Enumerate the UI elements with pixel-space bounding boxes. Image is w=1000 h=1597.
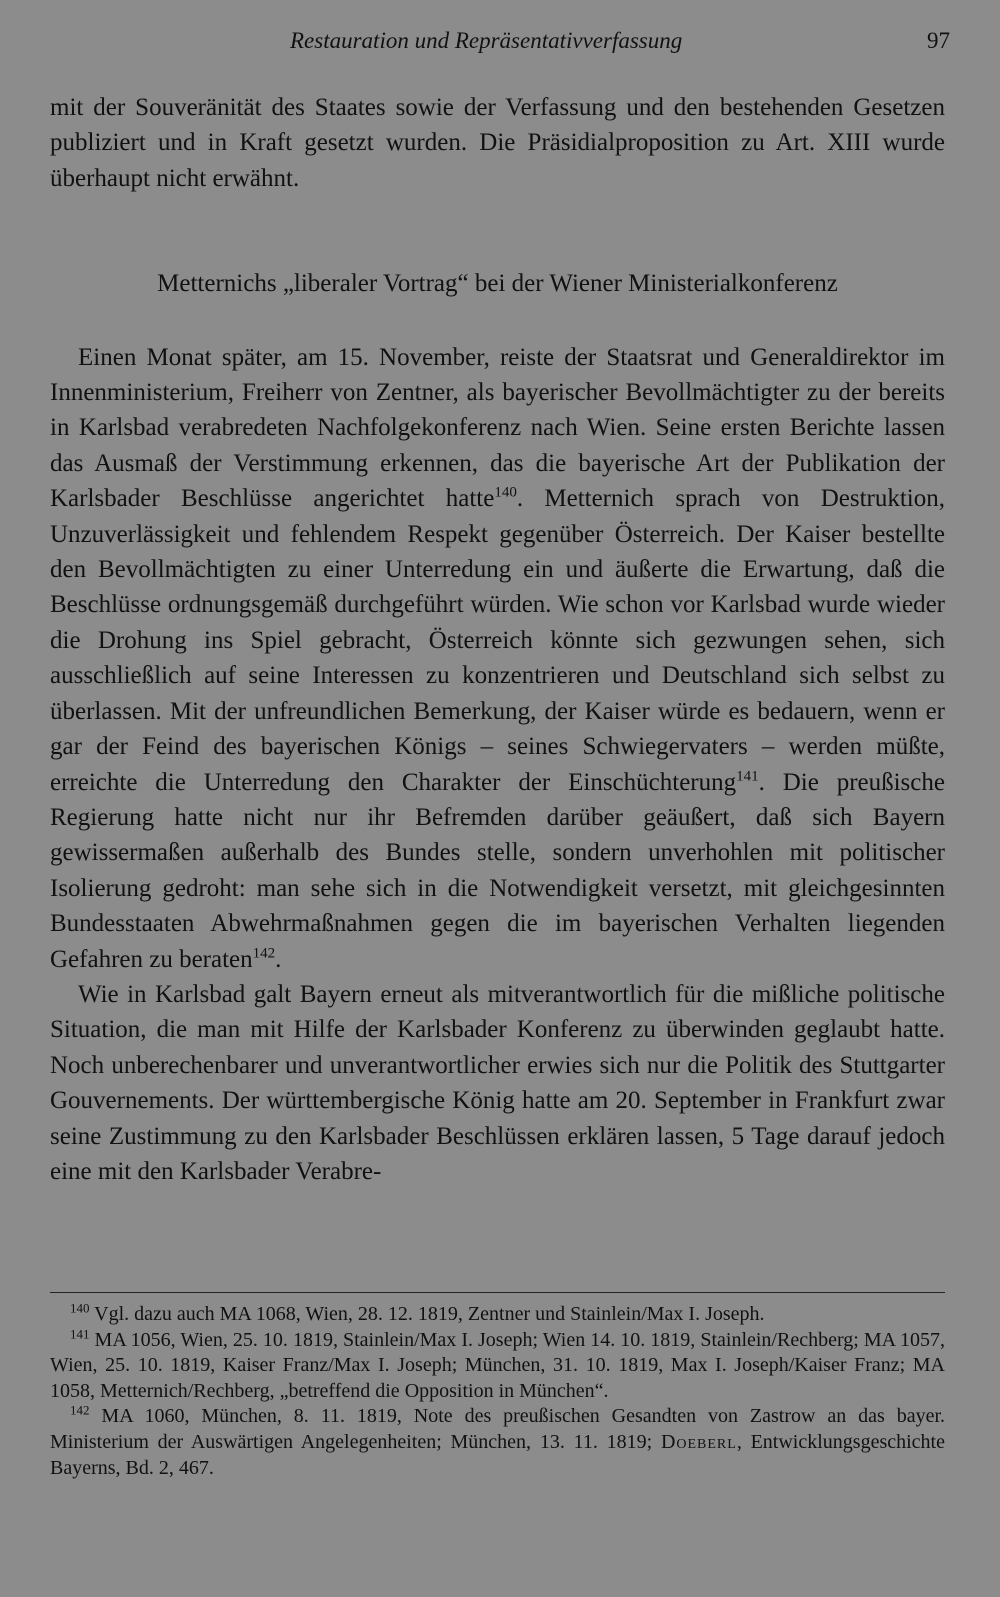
paragraph-2 [50, 340, 945, 977]
footnote-author: Doeberl [660, 1430, 737, 1453]
running-header [0, 28, 1000, 62]
footnote-ref-141[interactable]: 141 [736, 768, 759, 785]
footnote-text: , Entwicklungsgeschichte Bayerns, Bd. 2, 467. [50, 1430, 945, 1479]
paragraph-2-part-b: . Metternich sprach von Destruktion, Unzuverlässigkeit und fehlendem Respekt gegenüber Österreich. Der Kaiser bestellte den Bevollmächtigten zu einer Unterredung ein und äußerte die Erwartung, daß die Beschlüsse ordnungsgemäß durchgeführt würden. Wie schon vor Karlsbad wurde wieder die Drohung ins Spiel gebracht, Österreich könnte sich gezwungen sehen, sich ausschließlich auf seine Interessen zu konzentrieren und Deutschland sich selbst zu überlassen. Mit der unfreundlichen Bemerkung, der Kaiser würde es bedauern, wenn er gar der Feind des bayerischen Königs – seines Schwiegervaters – werden müßte, erreichte die Unterredung den Charakter der Einschüchterung [50, 485, 945, 796]
footnote-divider [50, 1292, 945, 1293]
paragraph-1: mit der Souveränität des Staates sowie der Verfassung und den bestehenden Gesetzen publiziert und in Kraft gesetzt wurden. Die Präsidialproposition zu Art. XIII wurde überhaupt nicht erwähnt. [50, 94, 945, 192]
footnote-ref-142[interactable]: 142 [252, 945, 276, 962]
footnote-text: MA 1056, Wien, 25. 10. 1819, Stainlein/Max I. Joseph; Wien 14. 10. 1819, Stainlein/Rechberg; MA 1057, Wien, 25. 10. 1819, Kaiser Franz/Max I. Joseph; München, 31. 10. 1819, Max I. Joseph/Kaiser Franz; MA 1058, Metternich/Rechberg, „betreffend die Opposition in München“. [50, 1328, 945, 1402]
footnotes [50, 1302, 945, 1481]
footnote-text: MA 1060, München, 8. 11. 1819, Note des preußischen Gesandten von Zastrow an das bayer. Ministerium der Auswärtigen Angelegenheiten; München, 13. 11. 1819; [50, 1405, 946, 1453]
footnote-142 [50, 1404, 945, 1481]
paragraph-3: Wie in Karlsbad galt Bayern erneut als mitverantwortlich für die mißliche politische Situation, die man mit Hilfe der Karlsbader Konferenz zu überwinden geglaubt hatte. Noch unberechenbarer und unverantwortlicher erwies sich nur die Politik des Stuttgarter Gouvernements. Der württembergische König hatte am 20. September in Frankfurt zwar seine Zustimmung zu den Karlsbader Beschlüssen erklären lassen, 5 Tage darauf jedoch eine mit den Karlsbader Verabre- [50, 980, 945, 1185]
paragraph-2-part-c: . Die preußische Regierung hatte nicht nur ihr Befremden darüber geäußert, daß sich Bayern gewissermaßen außerhalb des Bundes stelle, sondern unverhohlen mit politischer Isolierung gedroht: man sehe sich in die Notwendigkeit versetzt, mit gleichgesinnten Bundesstaaten Abwehrmaßnahmen gegen die im bayerischen Verhalten liegenden Gefahren zu beraten [50, 768, 945, 973]
paragraph-2-part-a: Einen Monat später, am 15. November, reiste der Staatsrat und Generaldirektor im Innenministerium, Freiherr von Zentner, als bayerischer Bevollmächtigter zu der bereits in Karlsbad verabredeten Nachfolgekonferenz nach Wien. Seine ersten Berichte lassen das Ausmaß der Verstimmung erkennen, das die bayerische Art der Publikation der Karlsbader Beschlüsse angerichtet hatte [50, 343, 945, 513]
footnote-141 [50, 1325, 945, 1405]
running-title: Restauration und Repräsentativverfassung [290, 28, 683, 53]
footnote-140 [50, 1302, 945, 1328]
section-heading: Metternichs „liberaler Vortrag“ bei der Wiener Ministerialkonferenz [157, 270, 838, 298]
footnote-number: 141 [70, 1325, 90, 1341]
paragraph-2-part-d: . [275, 945, 282, 973]
footnote-number: 142 [70, 1402, 90, 1418]
page-number: 97 [927, 28, 950, 53]
footnote-text: Vgl. dazu auch MA 1068, Wien, 28. 12. 1819, Zentner und Stainlein/Max I. Joseph. [94, 1303, 765, 1325]
footnote-ref-140[interactable]: 140 [494, 484, 517, 501]
footnote-number: 140 [70, 1300, 90, 1316]
main-text [50, 90, 945, 1189]
